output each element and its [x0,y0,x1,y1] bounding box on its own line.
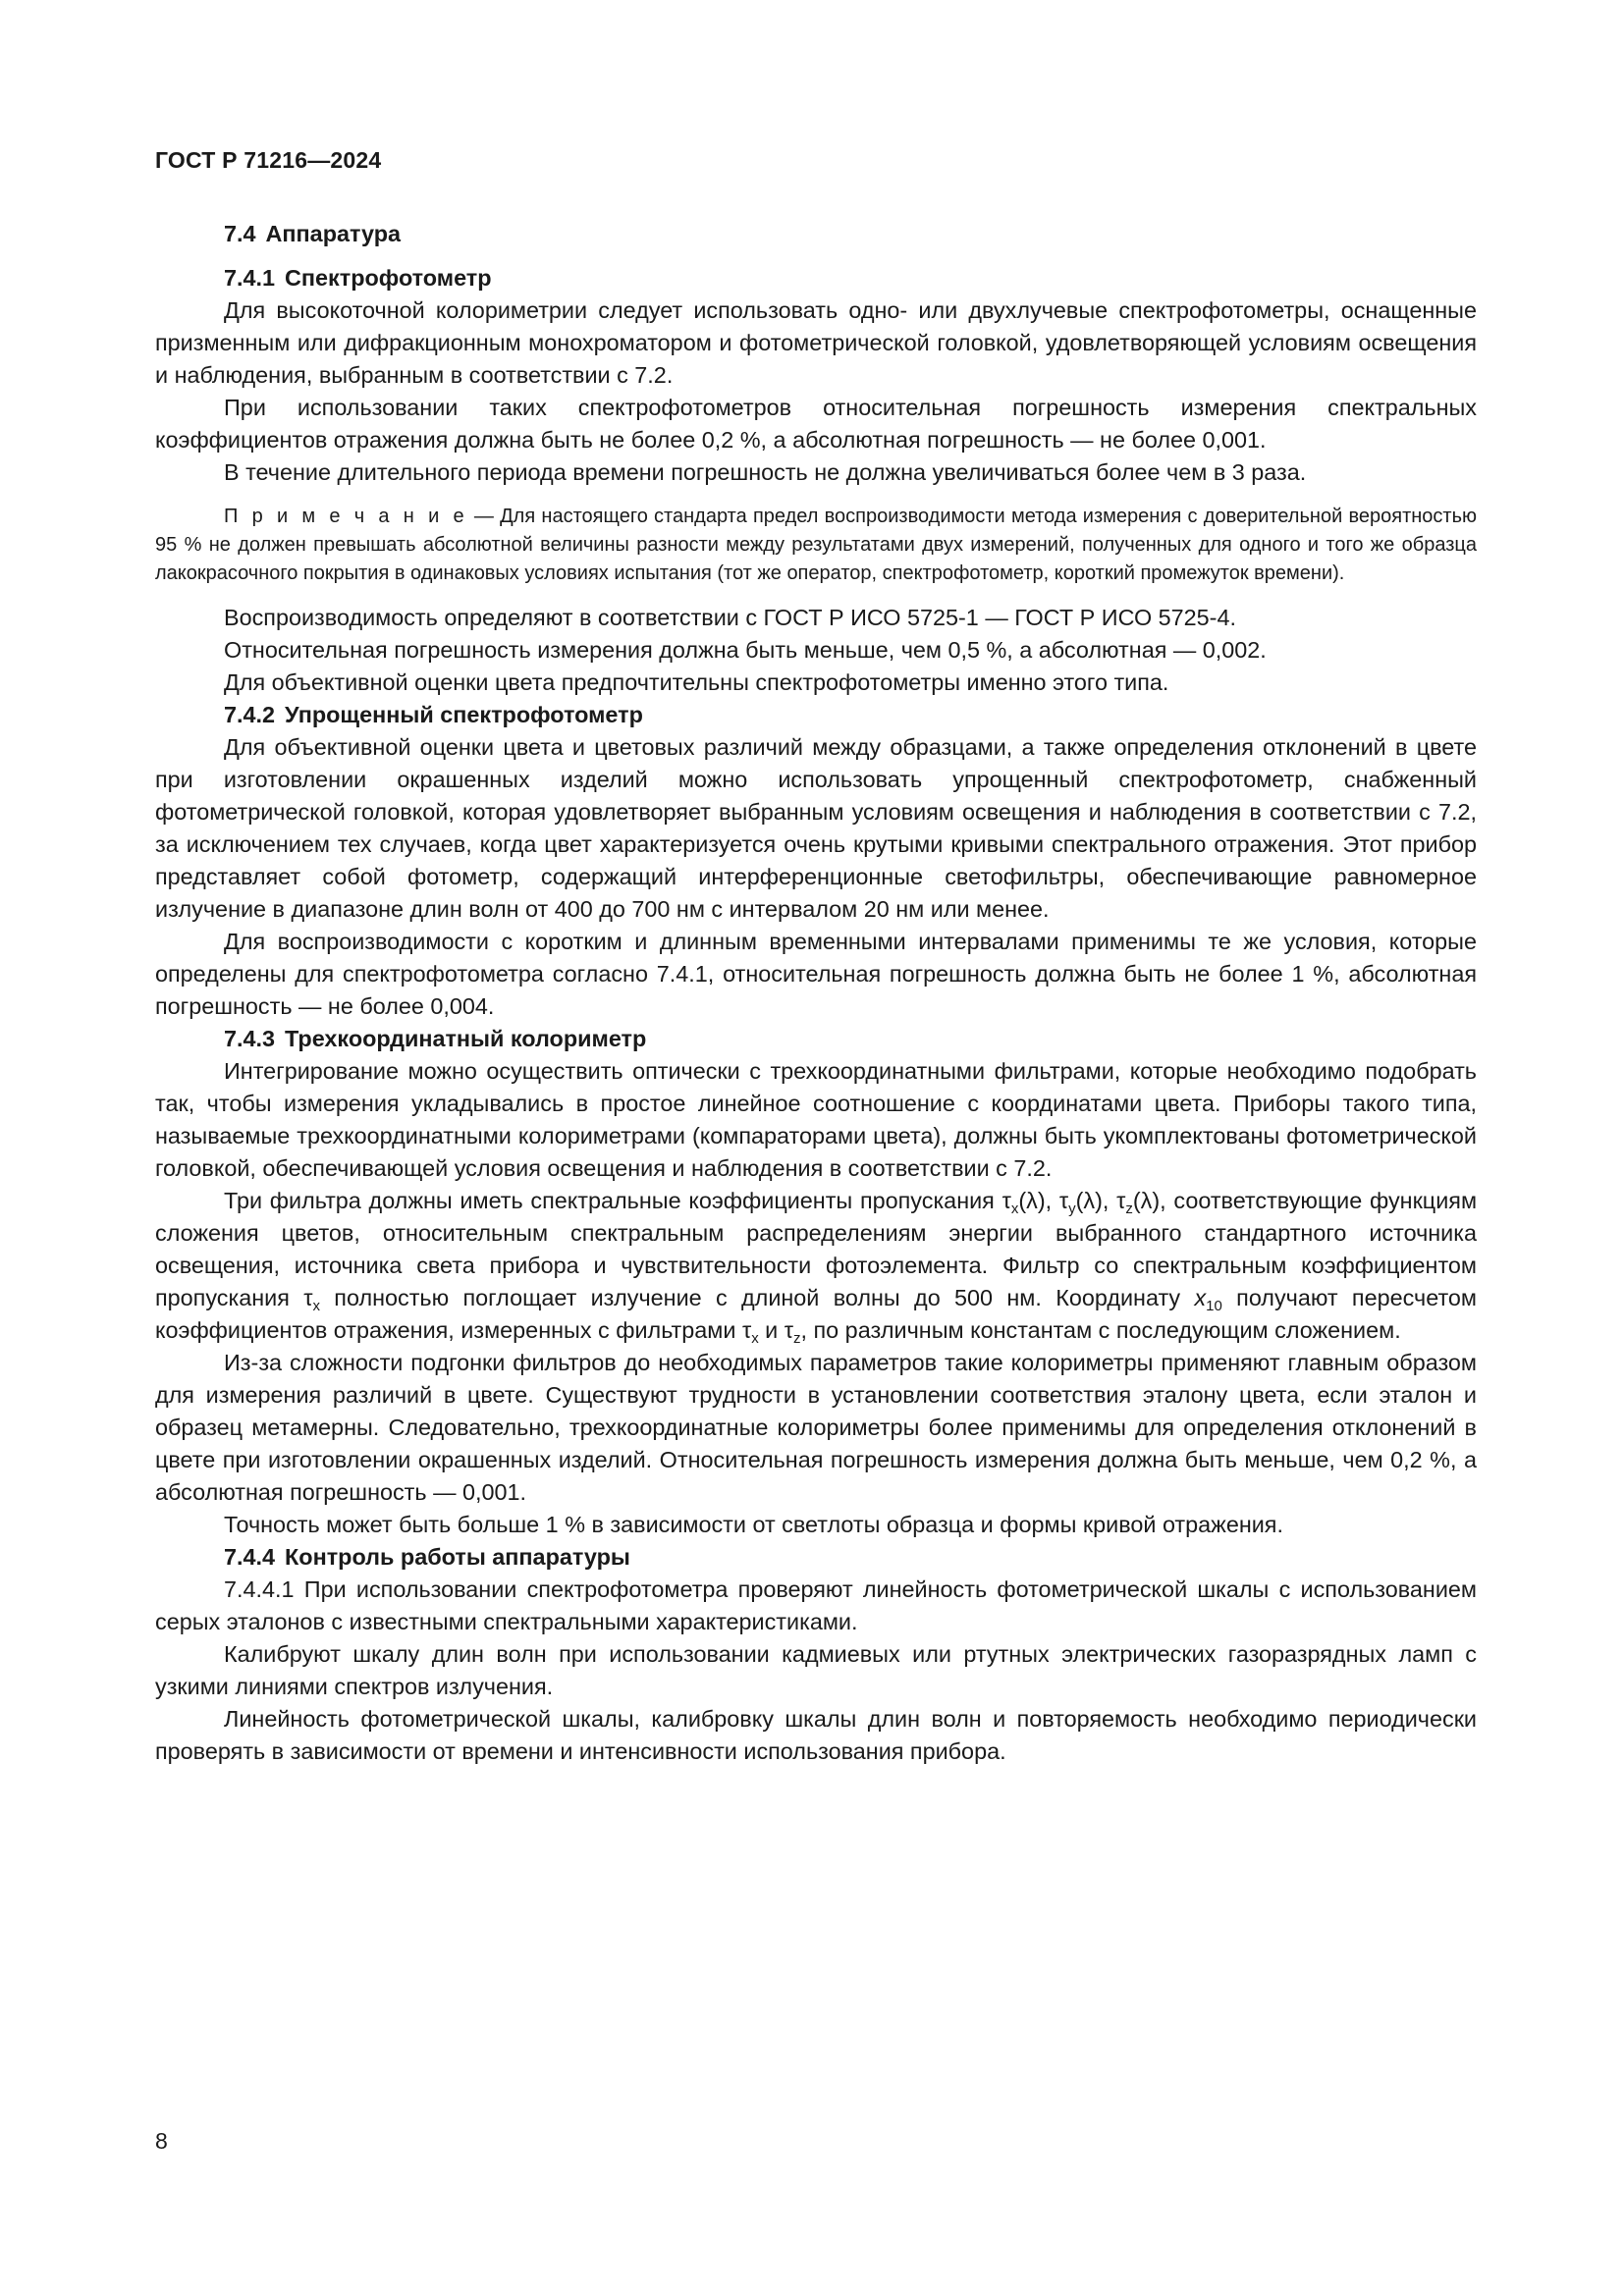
paragraph: 7.4.4.1 При использовании спектрофотометра проверяют линейность фотометрической шкалы с использованием серых эталонов с известными спектральными характеристиками. [155,1576,1477,1634]
paragraph: Линейность фотометрической шкалы, калибровку шкалы длин волн и повторяемость необходимо периодически проверять в зависимости от времени и интенсивности использования прибора. [155,1706,1477,1764]
section-heading-7-4 [155,218,1477,250]
paragraph: Для воспроизводимости с коротким и длинным временными интервалами применимы те же условия, которые определены для спектрофотометра согласно 7.4.1, относительная погрешность должна быть не более 1 %, абсолютная погрешность — не более 0,004. [155,929,1477,1019]
tau-x-symbol: $\tau_x$ [303,1285,320,1314]
section-number: 7.4.4 [224,1544,276,1570]
section-number: 7.4 [224,221,256,246]
x10-symbol: x [1194,1285,1207,1310]
section-heading-7-4-4 [155,1541,1477,1574]
section-number: 7.4.2 [224,702,276,727]
section-heading-7-4-2 [155,699,1477,731]
section-title: Упрощенный спектрофотометр [285,702,643,727]
note [155,503,1477,588]
section-heading-7-4-1 [155,262,1477,294]
tau-x-symbol: $\tau_x(\lambda)$ [1001,1188,1046,1217]
paragraph: Из-за сложности подгонки фильтров до необходимых параметров такие колориметры применяют главным образом для измерения различий в цвете. Существуют трудности в установлении соответствия эталону цвета, если эталон и образец метамерны. Следовательно, трехкоординатные колориметры более применимы для определения отклонений в цвете при изготовлении окрашенных изделий. Относительная погрешность измерения должна быть меньше, чем 0,2 %, а абсолютная погрешность — 0,001. [155,1350,1477,1505]
paragraph: Интегрирование можно осуществить оптически с трехкоординатными фильтрами, которые необходимо подобрать так, чтобы измерения укладывались в простое линейное соотношение с координатами цвета. Приборы такого типа, называемые трехкоординатными колориметрами (компараторами цвета), должны быть укомплектованы фотометрической головкой, обеспечивающей условия освещения и наблюдения в соответствии с 7.2. [155,1058,1477,1181]
paragraph: Калибруют шкалу длин волн при использовании кадмиевых или ртутных электрических газоразрядных ламп с узкими линиями спектров излучения. [155,1641,1477,1699]
paragraph-with-formulas: Три фильтра должны иметь спектральные коэффициенты пропускания $\tau_x(\lambda)$, $\tau_y(\lambda)$, $\tau_z(\lambda)$, соответствующие функциям сложения цветов, относительным спектральным распределениям энергии выбранного стандартного источника освещения, источника света прибора и чувствительности фотоэлемента. Фильтр со спектральным коэффициентом пропускания $\tau_x$ полностью поглощает излучение с длиной волны до 500 нм. Координату $x_{10}$ получают пересчетом коэффициентов отражения, измеренных с фильтрами $\tau_x$ и $\tau_z$, по различным константам с последующим сложением. [155,1188,1478,1347]
document-body [155,218,1477,1768]
document-designation: ГОСТ Р 71216—2024 [155,147,382,173]
paragraph: Для объективной оценки цвета предпочтительны спектрофотометры именно этого типа. [224,669,1169,695]
paragraph: Относительная погрешность измерения должна быть меньше, чем 0,5 %, а абсолютная — 0,002. [224,637,1267,663]
tau-y-symbol: $\tau_y(\lambda)$ [1058,1188,1103,1217]
paragraph: Для объективной оценки цвета и цветовых различий между образцами, а также определения отклонений в цвете при изготовлении окрашенных изделий можно использовать упрощенный спектрофотометр, снабженный фотометрической головкой, которая удовлетворяет выбранным условиям освещения и наблюдения в соответствии с 7.2, за исключением тех случаев, когда цвет характеризуется очень крутыми кривыми спектрального отражения. Этот прибор представляет собой фотометр, содержащий интерференционные светофильтры, обеспечивающие равномерное излучение в диапазоне длин волн от 400 до 700 нм с интервалом 20 нм или менее. [155,734,1477,922]
section-number: 7.4.1 [224,265,276,291]
section-title: Трехкоординатный колориметр [285,1026,647,1051]
paragraph: При использовании таких спектрофотометров относительная погрешность измерения спектральных коэффициентов отражения должна быть не более 0,2 %, а абсолютная погрешность — не более 0,001. [155,395,1477,453]
section-heading-7-4-3 [155,1023,1477,1055]
section-title: Аппаратура [265,221,402,246]
tau-z-symbol: $\tau_z(\lambda)$ [1116,1188,1161,1217]
paragraph: В течение длительного периода времени погрешность не должна увеличиваться более чем в 3 раза. [224,459,1307,485]
note-text: — Для настоящего стандарта предел воспроизводимости метода измерения с доверительной вероятностью 95 % не должен превышать абсолютной величины разности между результатами двух измерений, полученных для одного и того же образца лакокрасочного покрытия в одинаковых условиях испытания (тот же оператор, спектрофотометр, короткий промежуток времени). [155,506,1477,584]
section-title: Контроль работы аппаратуры [285,1544,630,1570]
page-number: 8 [155,2128,168,2154]
tau-x-symbol: $\tau_x$ [741,1317,759,1347]
section-title: Спектрофотометр [285,265,492,291]
paragraph: Для высокоточной колориметрии следует использовать одно- или двухлучевые спектрофотометры, оснащенные призменным или дифракционным монохроматором и фотометрической головкой, удовлетворяющей условиям освещения и наблюдения, выбранным в соответствии с 7.2. [155,297,1477,388]
tau-z-symbol: $\tau_z$ [784,1317,801,1347]
section-number: 7.4.3 [224,1026,276,1051]
paragraph: Точность может быть больше 1 % в зависимости от светлоты образца и формы кривой отражения. [224,1512,1283,1537]
note-label: П р и м е ч а н и е [224,506,468,527]
paragraph: Воспроизводимость определяют в соответствии с ГОСТ Р ИСО 5725-1 — ГОСТ Р ИСО 5725-4. [224,605,1236,630]
